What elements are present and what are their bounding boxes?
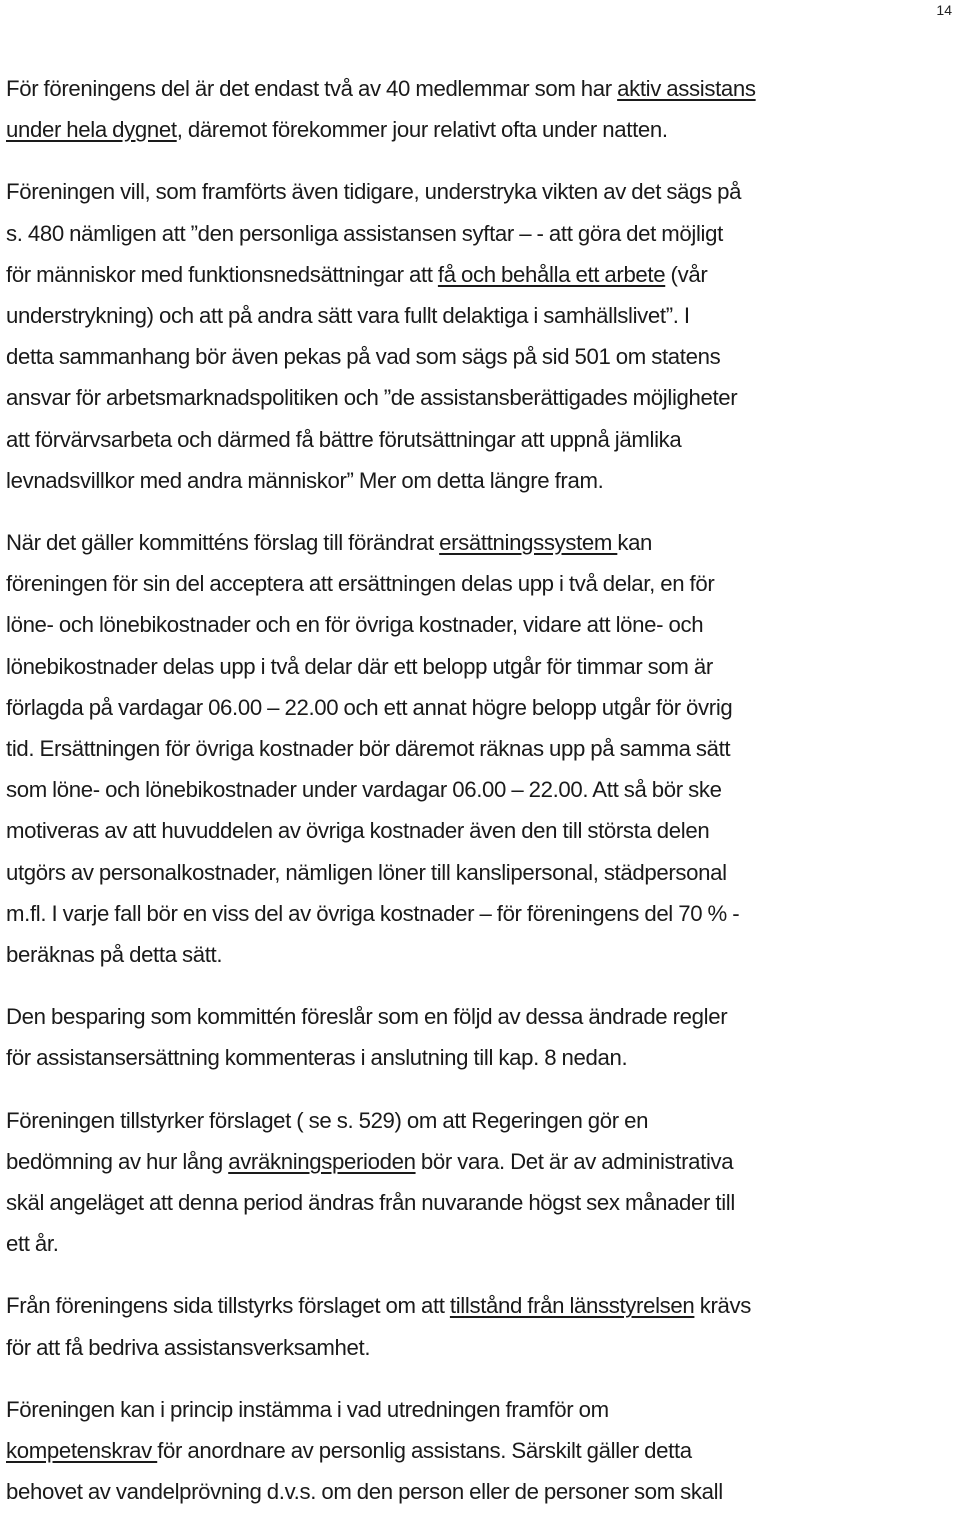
underlined-text: under hela dygnet xyxy=(6,117,177,143)
text-line xyxy=(6,1327,960,1368)
underlined-text: kompetenskrav xyxy=(6,1438,158,1464)
text-segment: för att få bedriva assistansverksamhet. xyxy=(6,1334,371,1360)
text-segment: beräknas på detta sätt. xyxy=(6,942,223,968)
document-body xyxy=(6,68,960,1513)
text-line xyxy=(6,336,960,377)
text-segment: För föreningens del är det endast två av 40 medlemmar som har xyxy=(6,76,618,101)
text-segment: kan xyxy=(617,530,653,556)
text-segment: När det gäller kommitténs förslag till förändrat xyxy=(6,530,440,556)
text-line xyxy=(6,852,960,893)
text-line xyxy=(6,646,960,687)
text-segment: föreningen för sin del acceptera att ersättningen delas upp i två delar, en för xyxy=(6,571,715,597)
text-line xyxy=(6,604,960,645)
text-segment: Från föreningens sida tillstyrks förslaget om att xyxy=(6,1293,450,1319)
underlined-text: avräkningsperioden xyxy=(228,1148,416,1174)
text-line xyxy=(6,1100,960,1141)
text-segment: ansvar för arbetsmarknadspolitiken och ”de assistansberättigades möjligheter xyxy=(6,385,738,411)
paragraph xyxy=(6,1100,960,1265)
paragraph xyxy=(6,171,960,501)
text-line xyxy=(6,171,960,212)
text-line xyxy=(6,460,960,501)
text-segment: motiveras av att huvuddelen av övriga kostnader även den till största delen xyxy=(6,818,710,844)
text-line xyxy=(6,1389,960,1430)
text-segment: Föreningen vill, som framförts även tidigare, understryka vikten av det sägs på xyxy=(6,179,742,205)
text-line xyxy=(6,1141,960,1182)
text-segment: bör vara. Det är av administrativa xyxy=(415,1148,734,1174)
text-line xyxy=(6,377,960,418)
text-line xyxy=(6,419,960,460)
text-segment: krävs xyxy=(694,1293,751,1319)
text-line xyxy=(6,522,960,563)
text-segment: levnadsvillkor med andra människor” Mer om detta längre fram. xyxy=(6,467,604,493)
text-segment: m.fl. I varje fall bör en viss del av övriga kostnader – för föreningens del 70 % - xyxy=(6,900,740,926)
text-line xyxy=(6,1285,960,1326)
text-line xyxy=(6,295,960,336)
text-segment: , däremot förekommer jour relativt ofta under natten. xyxy=(176,117,668,143)
paragraph xyxy=(6,522,960,975)
text-segment: Föreningen kan i princip instämma i vad utredningen framför om xyxy=(6,1396,609,1422)
underlined-text: ersättningssystem xyxy=(439,530,618,556)
text-line xyxy=(6,109,960,150)
text-segment: understrykning) och att på andra sätt vara fullt delaktiga i samhällslivet”. I xyxy=(6,303,690,329)
text-segment: utgörs av personalkostnader, nämligen löner till kanslipersonal, städpersonal xyxy=(6,859,727,885)
text-segment: lönebikostnader delas upp i två delar där ett belopp utgår för timmar som är xyxy=(6,653,713,679)
paragraph xyxy=(6,1389,960,1513)
text-segment: bedömning av hur lång xyxy=(6,1148,229,1174)
text-segment: Den besparing som kommittén föreslår som en följd av dessa ändrade regler xyxy=(6,1004,728,1030)
text-segment: för assistansersättning kommenteras i anslutning till kap. 8 nedan. xyxy=(6,1045,628,1071)
text-line xyxy=(6,563,960,604)
text-segment: detta sammanhang bör även pekas på vad som sägs på sid 501 om statens xyxy=(6,344,721,370)
text-line xyxy=(6,1182,960,1223)
text-segment: Föreningen tillstyrker förslaget ( se s. 529) om att Regeringen gör en xyxy=(6,1107,649,1133)
paragraph xyxy=(6,1285,960,1367)
text-segment: för anordnare av personlig assistans. Särskilt gäller detta xyxy=(157,1438,692,1464)
text-line xyxy=(6,893,960,934)
text-line xyxy=(6,687,960,728)
text-line xyxy=(6,769,960,810)
text-segment: s. 480 nämligen att ”den personliga assistansen syftar – - att göra det möjligt xyxy=(6,220,723,246)
text-line xyxy=(6,728,960,769)
paragraph xyxy=(6,68,960,150)
text-segment: (vår xyxy=(665,261,708,287)
text-line xyxy=(6,68,960,109)
text-line xyxy=(6,934,960,975)
underlined-text: aktiv assistans xyxy=(617,76,756,101)
underlined-text: få och behålla ett arbete xyxy=(437,261,666,287)
text-segment: som löne- och lönebikostnader under vardagar 06.00 – 22.00. Att så bör ske xyxy=(6,777,722,803)
text-line xyxy=(6,213,960,254)
text-segment: ett år. xyxy=(6,1231,59,1257)
text-line xyxy=(6,254,960,295)
text-line xyxy=(6,1430,960,1471)
text-segment: skäl angeläget att denna period ändras från nuvarande högst sex månader till xyxy=(6,1190,735,1216)
text-line xyxy=(6,810,960,851)
text-segment: att förvärvsarbeta och därmed få bättre förutsättningar att uppnå jämlika xyxy=(6,426,682,452)
text-line xyxy=(6,996,960,1037)
text-line xyxy=(6,1223,960,1264)
text-segment: löne- och lönebikostnader och en för övriga kostnader, vidare att löne- och xyxy=(6,612,704,638)
text-segment: tid. Ersättningen för övriga kostnader bör däremot räknas upp på samma sätt xyxy=(6,736,731,762)
text-segment: förlagda på vardagar 06.00 – 22.00 och ett annat högre belopp utgår för övrig xyxy=(6,694,733,720)
text-segment: för människor med funktionsnedsättningar att xyxy=(6,261,438,287)
underlined-text: tillstånd från länsstyrelsen xyxy=(449,1293,695,1319)
paragraph xyxy=(6,996,960,1078)
text-segment: behovet av vandelprövning d.v.s. om den person eller de personer som skall xyxy=(6,1479,723,1505)
text-line xyxy=(6,1471,960,1512)
text-line xyxy=(6,1037,960,1078)
page-number: 14 xyxy=(936,2,952,18)
